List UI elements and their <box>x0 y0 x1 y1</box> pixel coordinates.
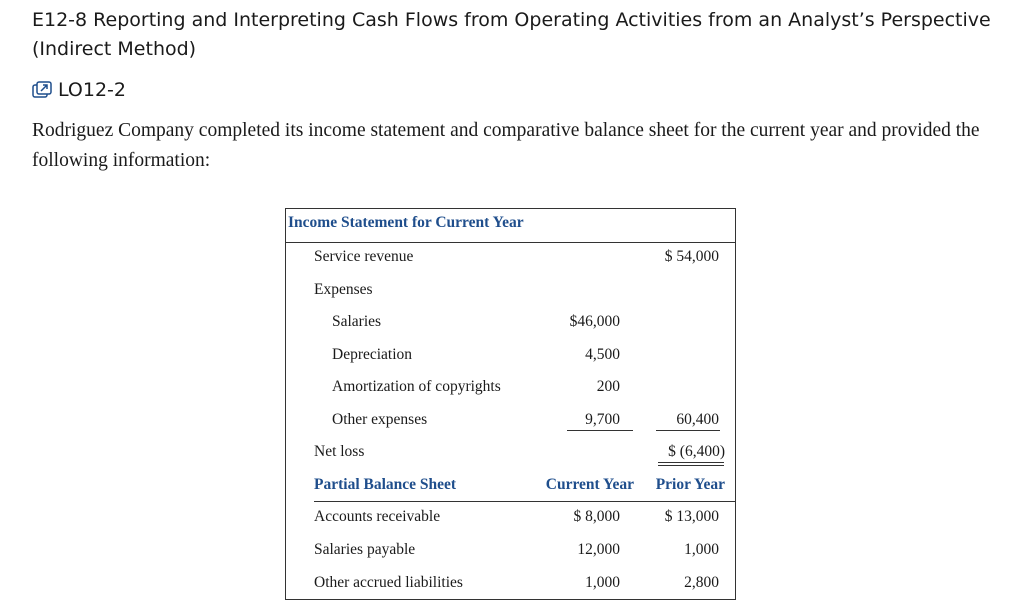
expense-label: Depreciation <box>332 346 413 363</box>
balance-row-current: 1,000 <box>585 574 620 591</box>
prior-year-header: Prior Year <box>655 476 725 493</box>
exercise-title: E12-8 Reporting and Interpreting Cash Flows from Operating Activities from an Analyst’s Perspective (Indirect Method) <box>32 9 991 60</box>
balance-row-label: Accounts receivable <box>314 508 441 525</box>
balance-row-current: 12,000 <box>577 541 620 558</box>
financial-statement-table <box>285 208 736 600</box>
double-underline <box>658 465 724 466</box>
learning-objective-link[interactable] <box>32 77 126 103</box>
balance-sheet-heading: Partial Balance Sheet <box>314 476 457 493</box>
expense-amount: $46,000 <box>569 313 620 330</box>
expense-label: Salaries <box>332 313 382 330</box>
expense-label: Amortization of copyrights <box>332 378 501 395</box>
service-revenue-label: Service revenue <box>314 248 414 265</box>
balance-row-prior: 2,800 <box>684 574 719 591</box>
expense-label: Other expenses <box>332 411 428 428</box>
current-year-header: Current Year <box>545 476 634 493</box>
total-expenses: 60,400 <box>676 411 719 428</box>
divider <box>286 242 735 243</box>
expense-amount: 9,700 <box>585 411 620 428</box>
subtotal-rule <box>567 430 633 431</box>
double-underline <box>658 462 724 463</box>
external-link-icon <box>32 81 52 99</box>
balance-row-prior: $ 13,000 <box>664 508 719 525</box>
service-revenue-total: $ 54,000 <box>664 248 719 265</box>
expenses-label: Expenses <box>314 281 373 298</box>
intro-text: Rodriguez Company completed its income statement and comparative balance sheet for the current year and provided the following information: <box>32 120 980 171</box>
balance-row-label: Other accrued liabilities <box>314 574 463 591</box>
balance-row-prior: 1,000 <box>684 541 719 558</box>
balance-row-current: $ 8,000 <box>573 508 620 525</box>
expense-amount: 4,500 <box>585 346 620 363</box>
divider <box>314 501 735 502</box>
net-loss-label: Net loss <box>314 443 365 460</box>
income-statement-heading: Income Statement for Current Year <box>288 214 524 231</box>
expense-amount: 200 <box>596 378 620 395</box>
learning-objective-label: LO12-2 <box>58 79 126 101</box>
subtotal-rule <box>656 430 720 431</box>
net-loss-total: $ (6,400) <box>668 443 725 460</box>
balance-row-label: Salaries payable <box>314 541 416 558</box>
